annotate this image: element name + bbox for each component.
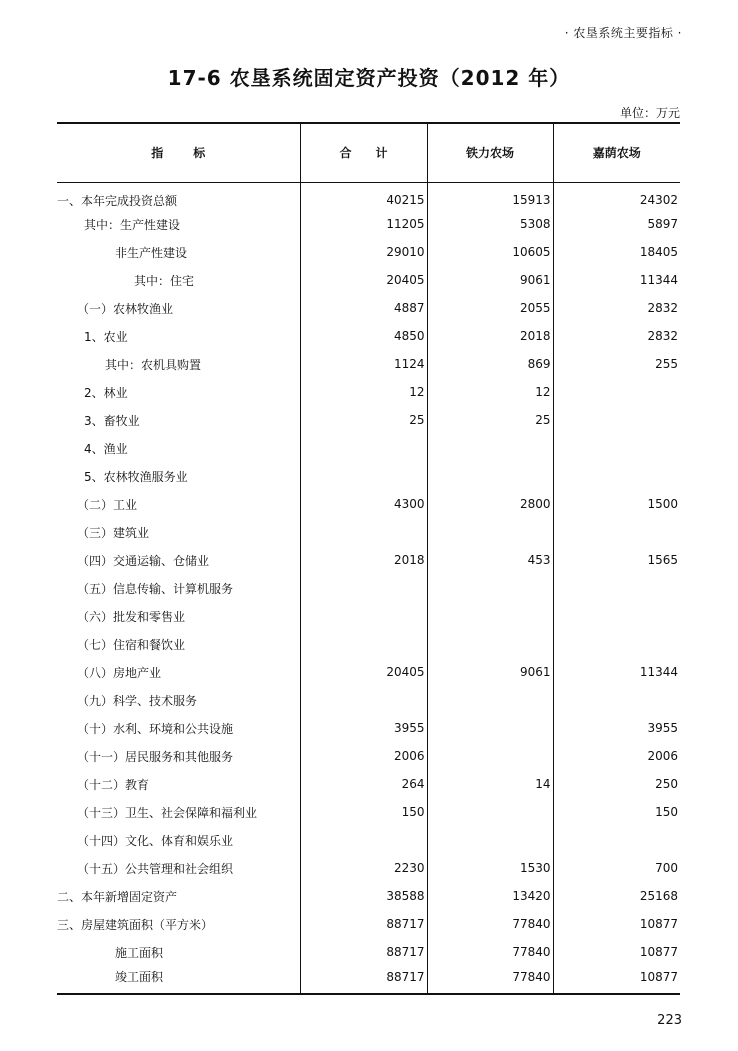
cell-tieli-farm [427, 602, 553, 630]
cell-tieli-farm: 869 [427, 350, 553, 378]
table-row [57, 882, 680, 910]
table-row [57, 826, 680, 854]
cell-tieli-farm: 77840 [427, 966, 553, 994]
cell-tieli-farm [427, 630, 553, 658]
cell-total: 1124 [300, 350, 427, 378]
cell-jiayin-farm: 150 [553, 798, 680, 826]
column-header-indicator: 指标 [57, 123, 300, 182]
cell-tieli-farm: 2055 [427, 294, 553, 322]
cell-jiayin-farm [553, 518, 680, 546]
page-title: 17-6 农垦系统固定资产投资（2012 年） [167, 66, 571, 90]
table-row [57, 686, 680, 714]
cell-total [300, 826, 427, 854]
cell-jiayin-farm [553, 462, 680, 490]
row-label: （五）信息传输、计算机服务 [77, 581, 234, 596]
row-label: （一）农林牧渔业 [77, 301, 174, 316]
cell-tieli-farm: 1530 [427, 854, 553, 882]
row-label: （九）科学、技术服务 [77, 693, 198, 708]
cell-jiayin-farm [553, 574, 680, 602]
cell-jiayin-farm: 2832 [553, 322, 680, 350]
table-row [57, 658, 680, 686]
cell-total [300, 630, 427, 658]
cell-total [300, 686, 427, 714]
cell-jiayin-farm: 1565 [553, 546, 680, 574]
unit-label: 单位：万元 [619, 106, 680, 120]
row-label: （六）批发和零售业 [77, 609, 186, 624]
cell-total [300, 602, 427, 630]
table-row [57, 602, 680, 630]
cell-tieli-farm: 12 [427, 378, 553, 406]
row-label: （三）建筑业 [77, 525, 150, 540]
cell-tieli-farm: 10605 [427, 238, 553, 266]
row-label: 一、本年完成投资总额 [57, 193, 178, 208]
table-row [57, 630, 680, 658]
cell-jiayin-farm: 5897 [553, 210, 680, 238]
table-row [57, 574, 680, 602]
cell-jiayin-farm [553, 602, 680, 630]
row-label: 5、农林牧渔服务业 [84, 469, 188, 484]
table-row [57, 182, 680, 210]
row-label: （十五）公共管理和社会组织 [77, 861, 234, 876]
cell-tieli-farm [427, 742, 553, 770]
table-row [57, 350, 680, 378]
row-label: 3、畜牧业 [84, 413, 140, 428]
table-row [57, 294, 680, 322]
cell-total: 12 [300, 378, 427, 406]
row-label: 二、本年新增固定资产 [57, 889, 178, 904]
cell-total: 38588 [300, 882, 427, 910]
table-row [57, 938, 680, 966]
cell-jiayin-farm: 18405 [553, 238, 680, 266]
cell-tieli-farm [427, 518, 553, 546]
row-label: 2、林业 [84, 385, 128, 400]
cell-jiayin-farm: 255 [553, 350, 680, 378]
cell-tieli-farm: 2018 [427, 322, 553, 350]
cell-jiayin-farm: 25168 [553, 882, 680, 910]
cell-total [300, 574, 427, 602]
cell-total: 11205 [300, 210, 427, 238]
cell-total: 2018 [300, 546, 427, 574]
table-row [57, 966, 680, 994]
table-row [57, 462, 680, 490]
row-label: （七）住宿和餐饮业 [77, 637, 186, 652]
cell-total: 4850 [300, 322, 427, 350]
cell-total: 25 [300, 406, 427, 434]
table-row [57, 714, 680, 742]
cell-total: 29010 [300, 238, 427, 266]
cell-total: 88717 [300, 910, 427, 938]
cell-tieli-farm: 9061 [427, 658, 553, 686]
row-label: 1、农业 [84, 329, 128, 344]
column-header-total: 合计 [300, 123, 427, 182]
cell-tieli-farm: 15913 [427, 182, 553, 210]
row-label: 4、渔业 [84, 441, 128, 456]
cell-jiayin-farm [553, 378, 680, 406]
running-header: · 农垦系统主要指标 · [564, 26, 682, 40]
table-row [57, 798, 680, 826]
cell-jiayin-farm: 3955 [553, 714, 680, 742]
table-row [57, 770, 680, 798]
cell-jiayin-farm: 2832 [553, 294, 680, 322]
row-label: （四）交通运输、仓储业 [77, 553, 210, 568]
cell-total: 4300 [300, 490, 427, 518]
table-row [57, 406, 680, 434]
cell-total: 20405 [300, 266, 427, 294]
cell-tieli-farm: 14 [427, 770, 553, 798]
table-body [57, 182, 680, 994]
row-label: 竣工面积 [57, 966, 300, 994]
cell-tieli-farm: 453 [427, 546, 553, 574]
cell-jiayin-farm: 11344 [553, 658, 680, 686]
row-label: 施工面积 [115, 945, 164, 960]
table-row [57, 854, 680, 882]
cell-total [300, 462, 427, 490]
table-row [57, 910, 680, 938]
row-label: （十四）文化、体育和娱乐业 [77, 833, 234, 848]
cell-tieli-farm: 77840 [427, 938, 553, 966]
cell-tieli-farm [427, 798, 553, 826]
cell-total [300, 434, 427, 462]
cell-tieli-farm: 25 [427, 406, 553, 434]
table-row [57, 322, 680, 350]
cell-jiayin-farm [553, 630, 680, 658]
table-header-row [57, 123, 680, 182]
row-label: （八）房地产业 [77, 665, 162, 680]
cell-total: 264 [300, 770, 427, 798]
cell-total [300, 518, 427, 546]
row-label: 其中：生产性建设 [84, 217, 181, 232]
cell-tieli-farm: 9061 [427, 266, 553, 294]
row-label: 其中：住宅 [134, 273, 195, 288]
row-label: （十）水利、环境和公共设施 [77, 721, 234, 736]
cell-total: 3955 [300, 714, 427, 742]
cell-jiayin-farm: 24302 [553, 182, 680, 210]
row-label: （十二）教育 [77, 777, 150, 792]
cell-total: 88717 [300, 966, 427, 994]
cell-jiayin-farm: 10877 [553, 910, 680, 938]
cell-tieli-farm [427, 434, 553, 462]
cell-jiayin-farm: 700 [553, 854, 680, 882]
table-row [57, 518, 680, 546]
cell-jiayin-farm [553, 434, 680, 462]
investment-table [57, 122, 680, 995]
column-header-tieli-farm: 铁力农场 [427, 123, 553, 182]
table-row [57, 546, 680, 574]
cell-total: 2006 [300, 742, 427, 770]
cell-tieli-farm: 13420 [427, 882, 553, 910]
row-label: （二）工业 [77, 497, 138, 512]
row-label: 其中：农机具购置 [105, 357, 202, 372]
cell-tieli-farm [427, 826, 553, 854]
cell-tieli-farm: 5308 [427, 210, 553, 238]
row-label: 三、房屋建筑面积（平方米） [57, 917, 214, 932]
row-label: （十三）卫生、社会保障和福利业 [77, 805, 258, 820]
table-row [57, 210, 680, 238]
page-number: 223 [657, 1013, 682, 1028]
cell-total: 88717 [300, 938, 427, 966]
row-label: （十一）居民服务和其他服务 [77, 749, 234, 764]
cell-jiayin-farm: 250 [553, 770, 680, 798]
cell-jiayin-farm [553, 686, 680, 714]
table-row [57, 742, 680, 770]
cell-jiayin-farm: 11344 [553, 266, 680, 294]
table-row [57, 266, 680, 294]
cell-tieli-farm: 77840 [427, 910, 553, 938]
cell-total: 2230 [300, 854, 427, 882]
cell-total: 40215 [300, 182, 427, 210]
cell-total: 20405 [300, 658, 427, 686]
cell-tieli-farm: 2800 [427, 490, 553, 518]
table-row [57, 378, 680, 406]
cell-jiayin-farm [553, 826, 680, 854]
cell-tieli-farm [427, 686, 553, 714]
cell-jiayin-farm: 10877 [553, 966, 680, 994]
cell-tieli-farm [427, 574, 553, 602]
cell-jiayin-farm: 10877 [553, 938, 680, 966]
cell-total: 4887 [300, 294, 427, 322]
cell-total: 150 [300, 798, 427, 826]
cell-jiayin-farm [553, 406, 680, 434]
cell-jiayin-farm: 2006 [553, 742, 680, 770]
data-table [57, 122, 680, 995]
table-row [57, 490, 680, 518]
column-header-jiayin-farm: 嘉荫农场 [553, 123, 680, 182]
table-row [57, 434, 680, 462]
table-row [57, 238, 680, 266]
cell-tieli-farm [427, 714, 553, 742]
row-label: 非生产性建设 [115, 245, 188, 260]
cell-tieli-farm [427, 462, 553, 490]
cell-jiayin-farm: 1500 [553, 490, 680, 518]
